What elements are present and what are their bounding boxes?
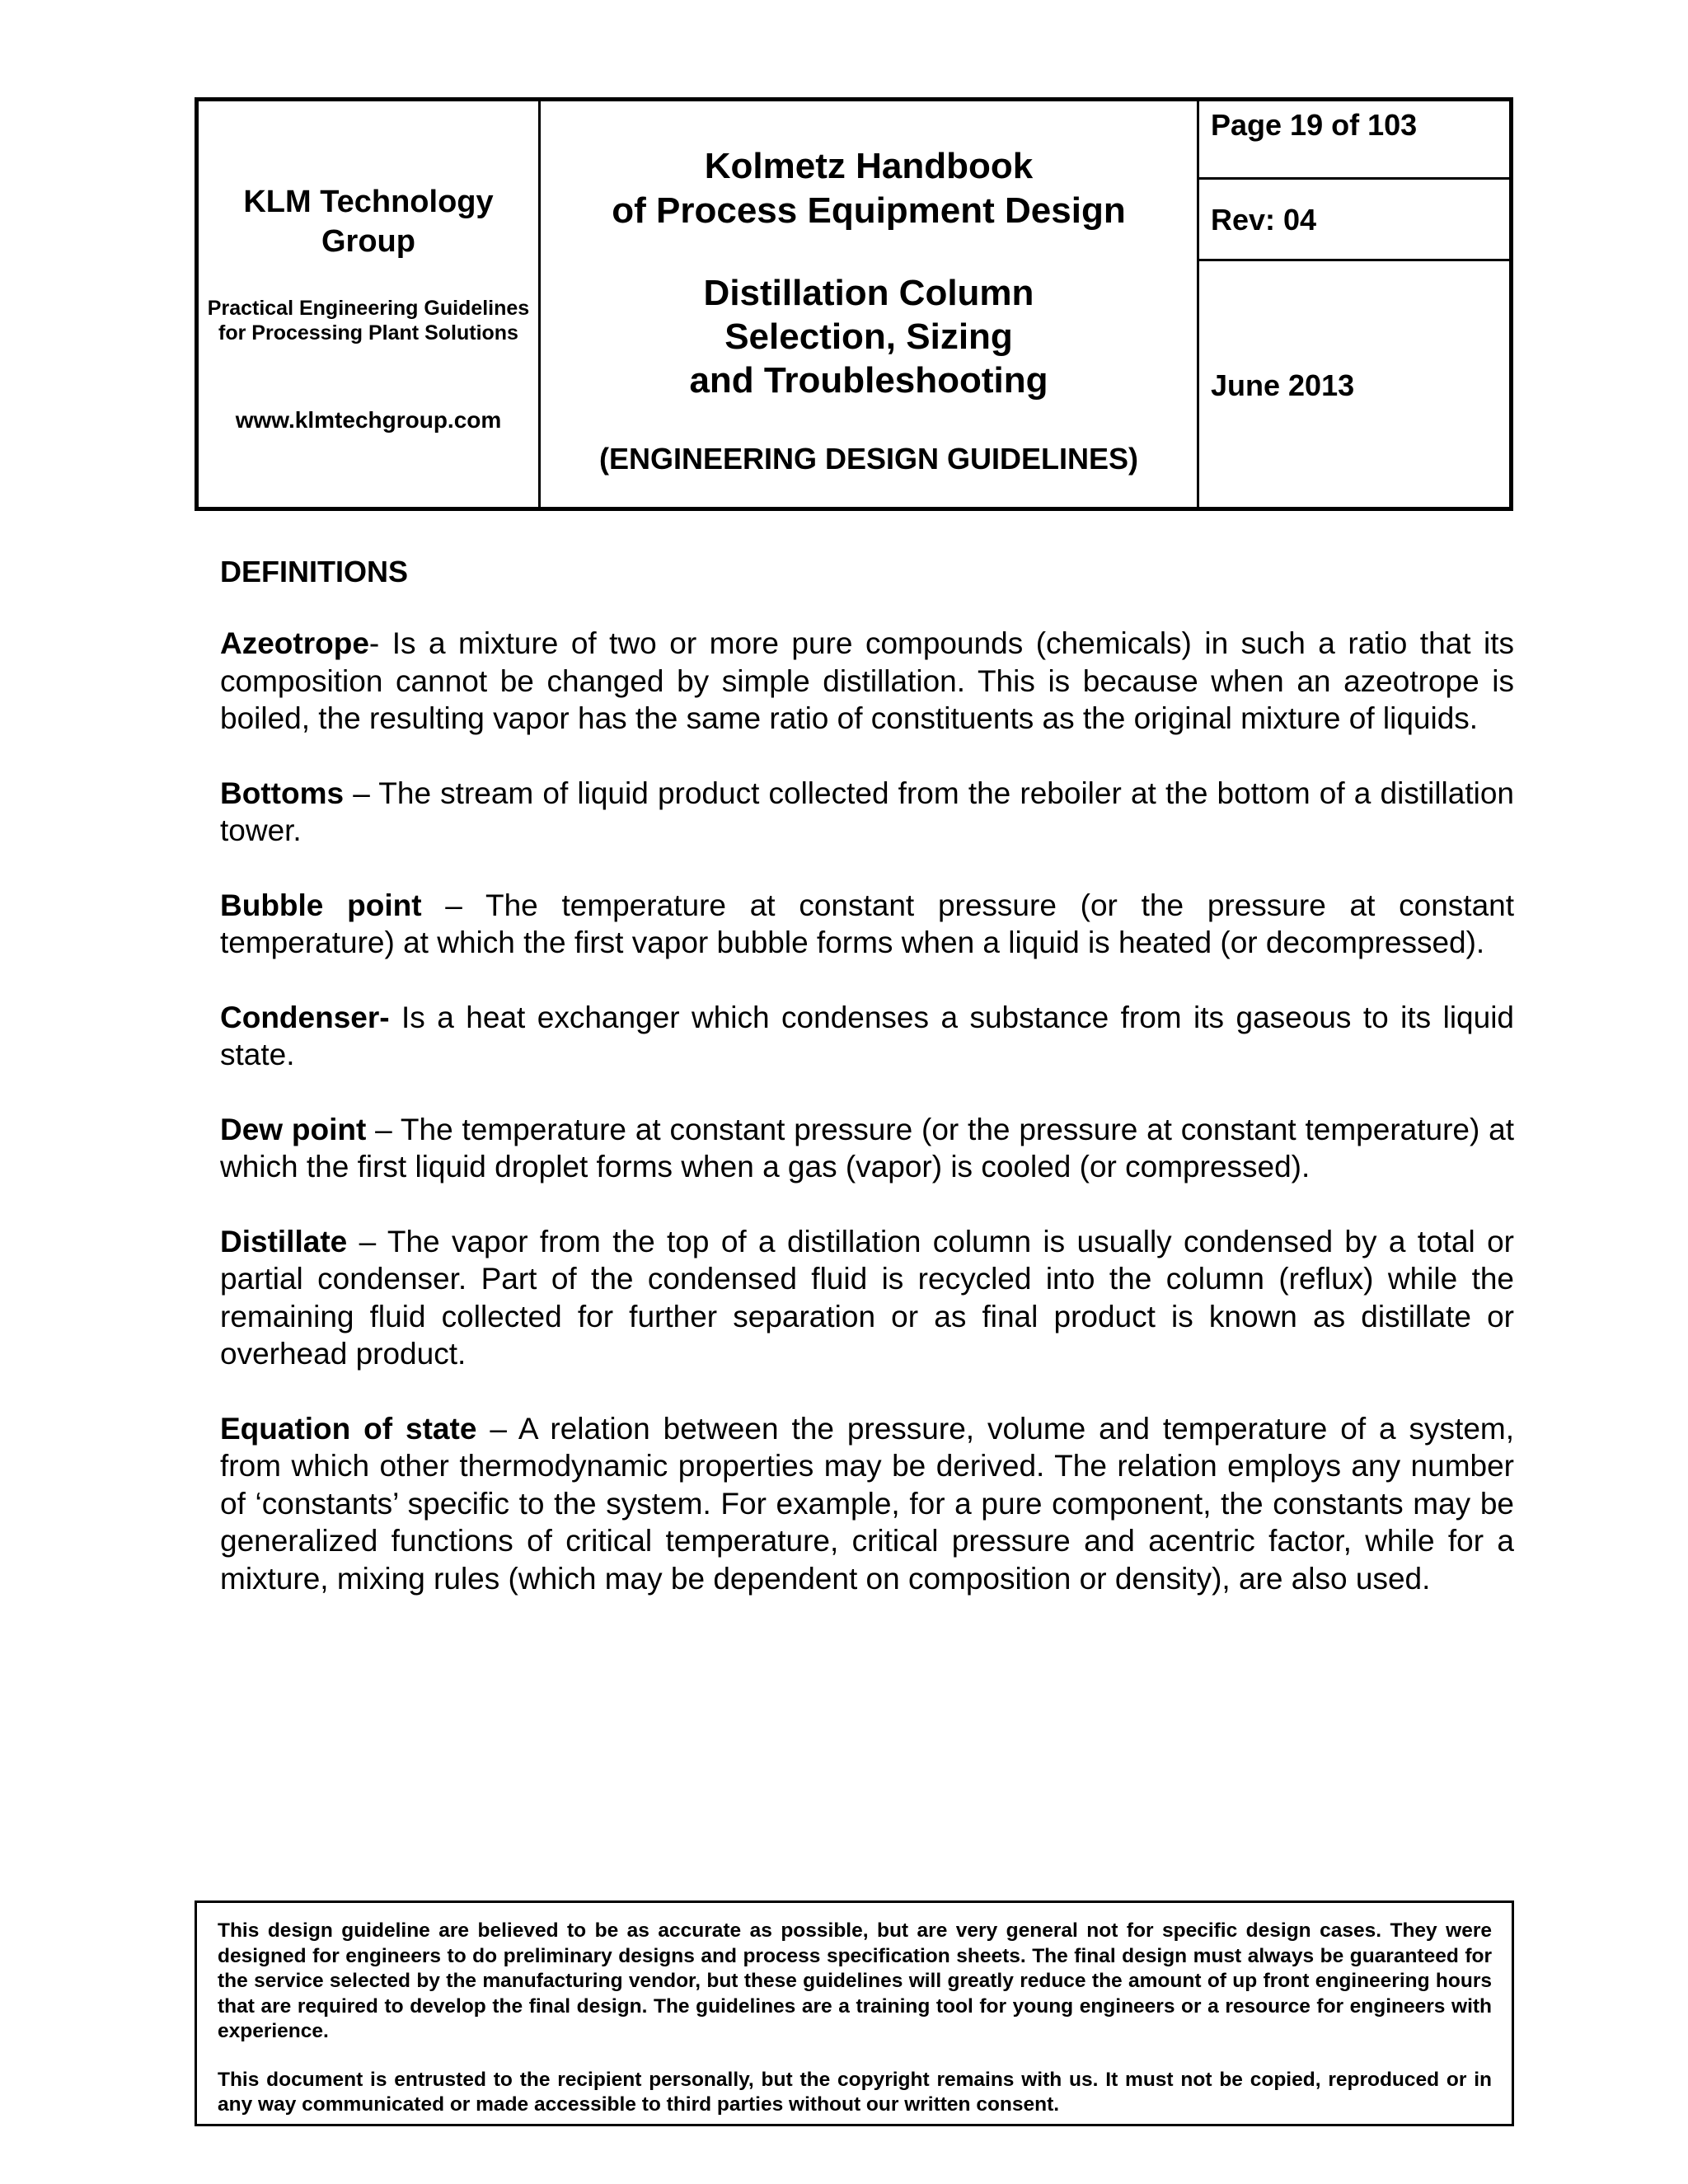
definition-separator: - <box>368 626 392 660</box>
definitions-list <box>220 625 1514 1634</box>
handbook-title-line: Kolmetz Handbook <box>704 146 1034 186</box>
definition-term: Azeotrope <box>220 626 369 660</box>
company-name: KLM Technology Group <box>243 185 494 259</box>
handbook-title <box>541 144 1197 233</box>
definition-bottoms <box>220 775 1514 850</box>
definition-dew-point <box>220 1111 1514 1186</box>
definition-term: Condenser- <box>220 1000 390 1034</box>
copyright-paragraph: This document is entrusted to the recipient personally, but the copyright remains with us. It must not be copied, reproduced or in any way communicated or made accessible to third parties without our written consent. <box>218 2068 1492 2116</box>
definition-separator <box>390 1001 401 1034</box>
definition-separator: – <box>421 888 485 922</box>
definition-bubble-point <box>220 887 1514 962</box>
definition-separator: – <box>366 1112 401 1146</box>
handbook-title-line: of Process Equipment Design <box>612 190 1126 231</box>
definition-term: Bottoms <box>220 776 345 810</box>
document-title-line: Distillation Column <box>703 273 1034 313</box>
disclaimer-box <box>195 1900 1514 2126</box>
definition-text: Is a heat exchanger which condenses a substance from its gaseous to its liquid state. <box>220 1000 1514 1071</box>
meta-cell <box>1199 101 1509 507</box>
definition-distillate <box>220 1223 1514 1373</box>
definition-equation-of-state <box>220 1410 1514 1598</box>
company-website: www.klmtechgroup.com <box>235 407 502 433</box>
definition-text: The stream of liquid product collected from the reboiler at the bottom of a distillation tower. <box>220 776 1515 847</box>
document-title-line: and Troubleshooting <box>689 360 1048 401</box>
definition-term: Equation of state <box>220 1411 477 1446</box>
definition-term: Bubble point <box>220 888 422 922</box>
document-title <box>541 271 1197 402</box>
revision-label: Rev: 04 <box>1199 180 1509 261</box>
definition-term: Dew point <box>220 1112 367 1146</box>
definition-separator: – <box>476 1411 518 1446</box>
definition-text: The vapor from the top of a distillation column is usually condensed by a total or partial condenser. Part of the condensed fluid is recycled into the column (reflux) while the remaining fluid collected for further separation or as final product is known as distillate or overhead product. <box>220 1224 1514 1371</box>
definition-condenser <box>220 999 1514 1074</box>
definition-azeotrope <box>220 625 1514 738</box>
document-header <box>195 97 1513 511</box>
definition-text: The temperature at constant pressure (or the pressure at constant temperature) at which the first liquid droplet forms when a gas (vapor) is cooled (or compressed). <box>220 1112 1515 1183</box>
definition-separator: – <box>344 776 379 810</box>
company-tagline: Practical Engineering Guidelines for Processing Plant Solutions <box>207 297 530 344</box>
disclaimer-paragraph: This design guideline are believed to be as accurate as possible, but are very general not for specific design cases. They were designed for engineers to do preliminary designs and process specification sheets. The final design must always be guaranteed for the service selected by the manufacturing vendor, but these guidelines will greatly reduce the amount of up front engineering hours that are required to develop the final design. The guidelines are a training tool for young engineers or a resource for engineers with experience. <box>218 1919 1492 2042</box>
page-number: Page 19 of 103 <box>1199 101 1509 180</box>
company-cell <box>199 101 541 507</box>
section-heading: DEFINITIONS <box>220 555 409 588</box>
definition-text: The temperature at constant pressure (or the pressure at constant temperature) at which the first vapor bubble forms when a liquid is heated (or decompressed). <box>220 888 1515 959</box>
definition-text: A relation between the pressure, volume and temperature of a system, from which other thermodynamic properties may be derived. The relation employs any number of ‘constants’ specific to the system. For example, for a pure component, the constants may be generalized functions of critical temperature, critical pressure and acentric factor, while for a mixture, mixing rules (which may be dependent on composition or density), are also used. <box>220 1411 1514 1596</box>
document-type: (ENGINEERING DESIGN GUIDELINES) <box>598 442 1139 476</box>
document-title-line: Selection, Sizing <box>724 316 1013 357</box>
definition-term: Distillate <box>220 1224 348 1258</box>
issue-date: June 2013 <box>1211 368 1355 402</box>
title-cell <box>541 101 1199 507</box>
definition-separator: – <box>347 1224 387 1258</box>
definition-text: Is a mixture of two or more pure compounds (chemicals) in such a ratio that its composition cannot be changed by simple distillation. This is because when an azeotrope is boiled, the resulting vapor has the same ratio of constituents as the original mixture of liquids. <box>220 626 1514 735</box>
